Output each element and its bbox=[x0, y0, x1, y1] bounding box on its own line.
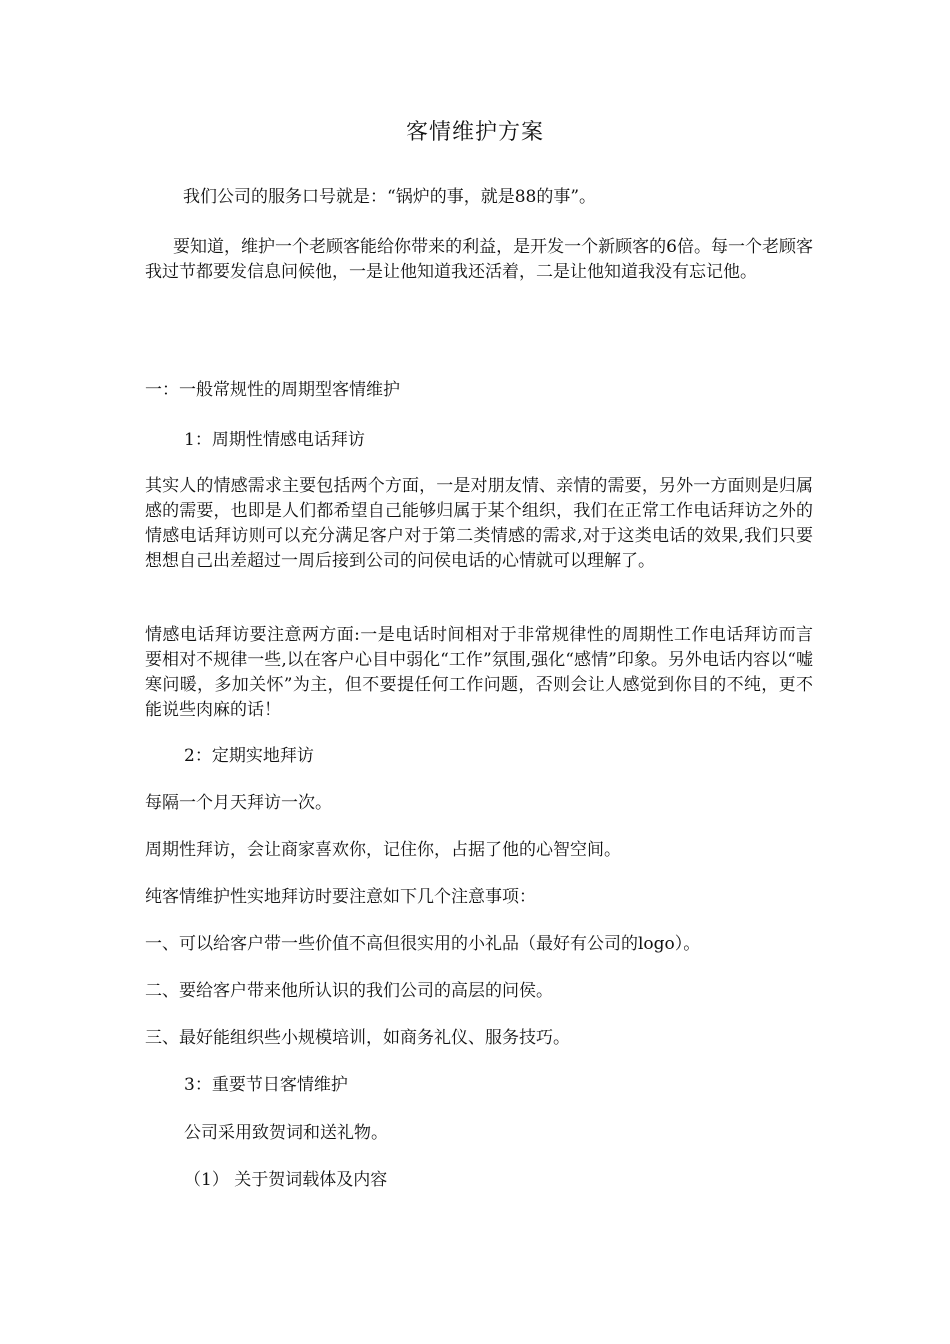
section1-heading: 一：一般常规性的周期型客情维护 bbox=[145, 380, 400, 400]
item1-paragraph-2: 情感电话拜访要注意两方面:一是电话时间相对于非常规律性的周期性工作电话拜访而言要相对不规律一些,以在客户心目中弱化“工作”氛围,强化“感情”印象。另外电话内容以“嘘寒问暖，多加关怀”为主，但不要提任何工作问题，否则会让人感觉到你目的不纯，更不能说些肉麻的话！ bbox=[145, 625, 813, 720]
item3-line-1: 公司采用致贺词和送礼物。 bbox=[184, 1123, 388, 1143]
item3-subheading-1: （1） 关于贺词载体及内容 bbox=[184, 1170, 388, 1190]
item2-point-2: 二、要给客户带来他所认识的我们公司的高层的问侯。 bbox=[145, 981, 553, 1001]
document-title: 客情维护方案 bbox=[405, 120, 544, 145]
intro-paragraph: 要知道，维护一个老顾客能给你带来的利益，是开发一个新顾客的6倍。每一个老顾客我过节都要发信息问候他，一是让他知道我还活着，二是让他知道我没有忘记他。 bbox=[145, 237, 813, 282]
item1-heading: 1：周期性情感电话拜访 bbox=[184, 430, 365, 450]
item2-heading: 2：定期实地拜访 bbox=[184, 746, 314, 766]
item2-line-1: 每隔一个月天拜访一次。 bbox=[145, 793, 332, 813]
item2-point-3: 三、最好能组织些小规模培训，如商务礼仪、服务技巧。 bbox=[145, 1028, 570, 1048]
item1-paragraph-1: 其实人的情感需求主要包括两个方面，一是对朋友情、亲情的需要，另外一方面则是归属感的需要，也即是人们都希望自己能够归属于某个组织，我们在正常工作电话拜访之外的情感电话拜访则可以充分满足客户对于第二类情感的需求,对于这类电话的效果,我们只要想想自己出差超过一周后接到公司的问侯电话的心情就可以理解了。 bbox=[145, 476, 813, 571]
item2-line-2: 周期性拜访，会让商家喜欢你，记住你，占据了他的心智空间。 bbox=[145, 840, 621, 860]
item3-heading: 3：重要节日客情维护 bbox=[184, 1075, 348, 1095]
item2-line-3: 纯客情维护性实地拜访时要注意如下几个注意事项： bbox=[145, 887, 536, 907]
slogan-paragraph: 我们公司的服务口号就是：“锅炉的事，就是88的事”。 bbox=[183, 187, 597, 207]
item2-point-1: 一、可以给客户带一些价值不高但很实用的小礼品（最好有公司的logo）。 bbox=[145, 934, 701, 954]
